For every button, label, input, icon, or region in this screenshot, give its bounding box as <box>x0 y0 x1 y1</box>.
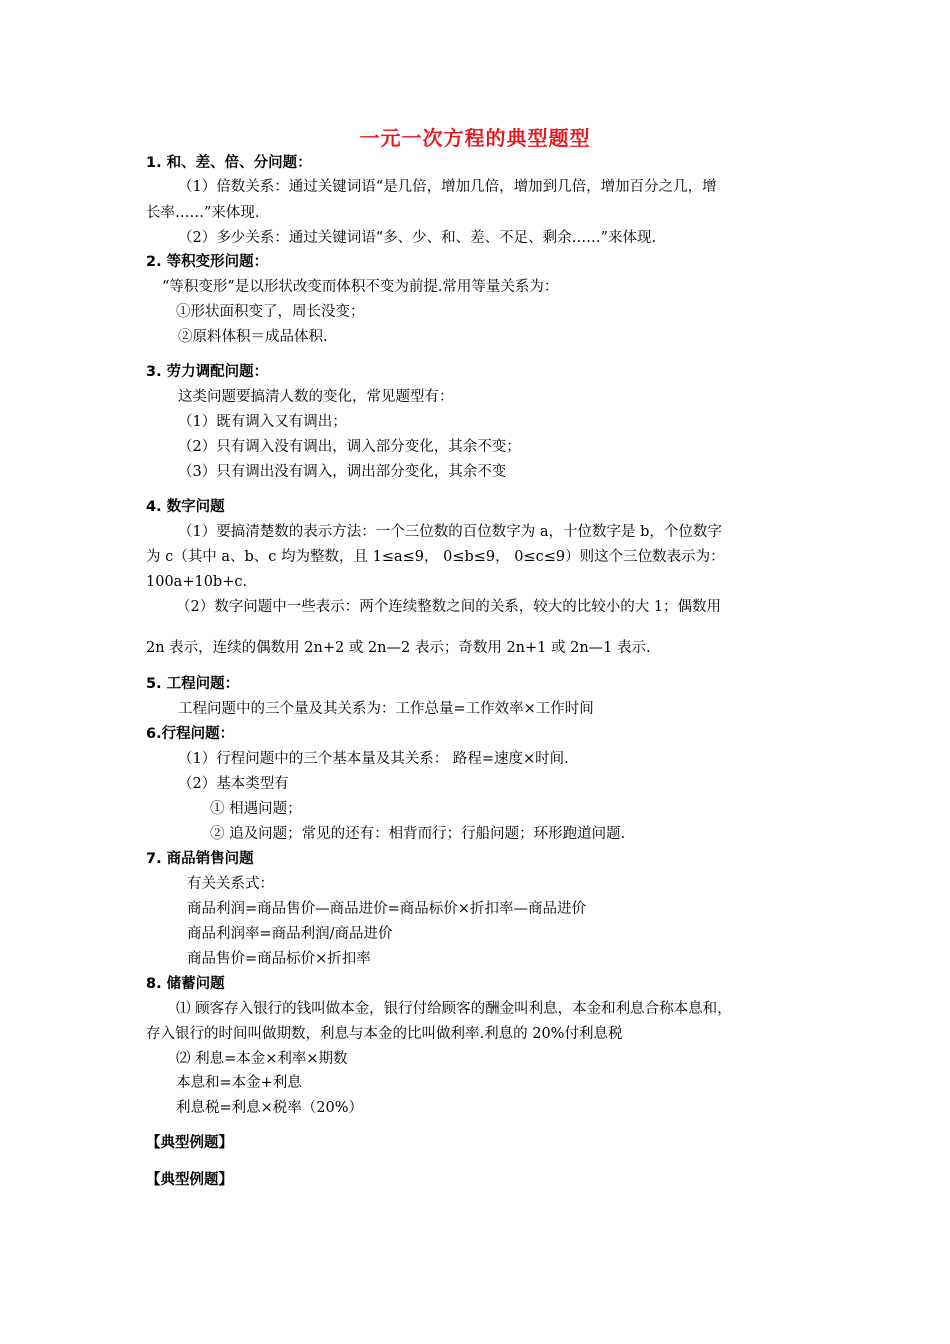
section-4-line-3: 100a+10b+c. <box>146 574 248 590</box>
section-2-heading: 2. 等积变形问题： <box>146 254 269 270</box>
document-title: 一元一次方程的典型题型 <box>359 126 591 150</box>
section-5-line-1: 工程问题中的三个量及其关系为：工作总量=工作效率×工作时间 <box>178 701 594 717</box>
section-7-line-3: 商品利润率=商品利润/商品进价 <box>187 926 393 942</box>
section-7-line-1: 有关关系式： <box>187 876 274 892</box>
section-2-line-1: “等积变形”是以形状改变而体积不变为前提.常用等量关系为： <box>162 279 559 295</box>
section-3-heading: 3. 劳力调配问题： <box>146 364 269 380</box>
section-2-line-2: ①形状面积变了，周长没变； <box>176 304 365 320</box>
section-5-heading: 5. 工程问题： <box>146 676 240 692</box>
section-1-heading: 1. 和、差、倍、分问题： <box>146 155 312 171</box>
section-6-line-3: ① 相遇问题； <box>210 801 302 817</box>
section-8-line-3: ⑵ 利息=本金×利率×期数 <box>176 1051 348 1067</box>
section-8-line-1: ⑴ 顾客存入银行的钱叫做本金，银行付给顾客的酬金叫利息，本金和利息合称本息和， <box>176 1001 732 1017</box>
section-3-line-3: （2）只有调入没有调出，调入部分变化，其余不变； <box>178 439 521 455</box>
section-3-line-4: （3）只有调出没有调入，调出部分变化，其余不变 <box>178 464 507 480</box>
section-8-line-5: 利息税=利息×税率（20%） <box>176 1100 364 1116</box>
section-1-line-3: （2）多少关系：通过关键词语“多、少、和、差、不足、剩余……”来体现. <box>178 230 657 246</box>
section-1-line-2: 长率……”来体现. <box>146 205 260 221</box>
section-4-line-2: 为 c（其中 a、b、c 均为整数，且 1≤a≤9， 0≤b≤9， 0≤c≤9）则这个三位数表示为： <box>146 549 725 565</box>
section-7-line-4: 商品售价=商品标价×折扣率 <box>187 951 371 967</box>
section-6-line-2: （2）基本类型有 <box>178 776 289 792</box>
section-6-line-1: （1）行程问题中的三个基本量及其关系： 路程=速度×时间. <box>178 751 569 767</box>
section-7-heading: 7. 商品销售问题 <box>146 851 254 867</box>
typical-examples-heading-1: 【典型例题】 <box>146 1135 233 1151</box>
section-6-line-4: ② 追及问题；常见的还有：相背而行；行船问题；环形跑道问题. <box>210 826 626 842</box>
section-6-heading: 6.行程问题： <box>146 726 235 742</box>
section-7-line-2: 商品利润=商品售价—商品进价=商品标价×折扣率—商品进价 <box>187 901 586 917</box>
section-8-line-2: 存入银行的时间叫做期数，利息与本金的比叫做利率.利息的 20%付利息税 <box>146 1026 623 1042</box>
section-8-heading: 8. 储蓄问题 <box>146 976 225 992</box>
section-2-line-3: ②原料体积＝成品体积. <box>178 329 328 345</box>
section-1-line-1: （1）倍数关系：通过关键词语“是几倍，增加几倍，增加到几倍，增加百分之几，增 <box>178 179 717 195</box>
section-3-line-2: （1）既有调入又有调出； <box>178 414 347 430</box>
typical-examples-heading-2: 【典型例题】 <box>146 1172 233 1188</box>
section-4-line-4: （2）数字问题中一些表示：两个连续整数之间的关系，较大的比较小的大 1；偶数用 <box>176 599 722 615</box>
section-8-line-4: 本息和=本金+利息 <box>176 1075 302 1091</box>
section-4-heading: 4. 数字问题 <box>146 499 225 515</box>
section-3-line-1: 这类问题要搞清人数的变化，常见题型有： <box>178 389 454 405</box>
section-4-line-5: 2n 表示，连续的偶数用 2n+2 或 2n—2 表示；奇数用 2n+1 或 2n—1 表示. <box>146 640 651 656</box>
section-4-line-1: （1）要搞清楚数的表示方法：一个三位数的百位数字为 a，十位数字是 b，个位数字 <box>178 524 722 540</box>
